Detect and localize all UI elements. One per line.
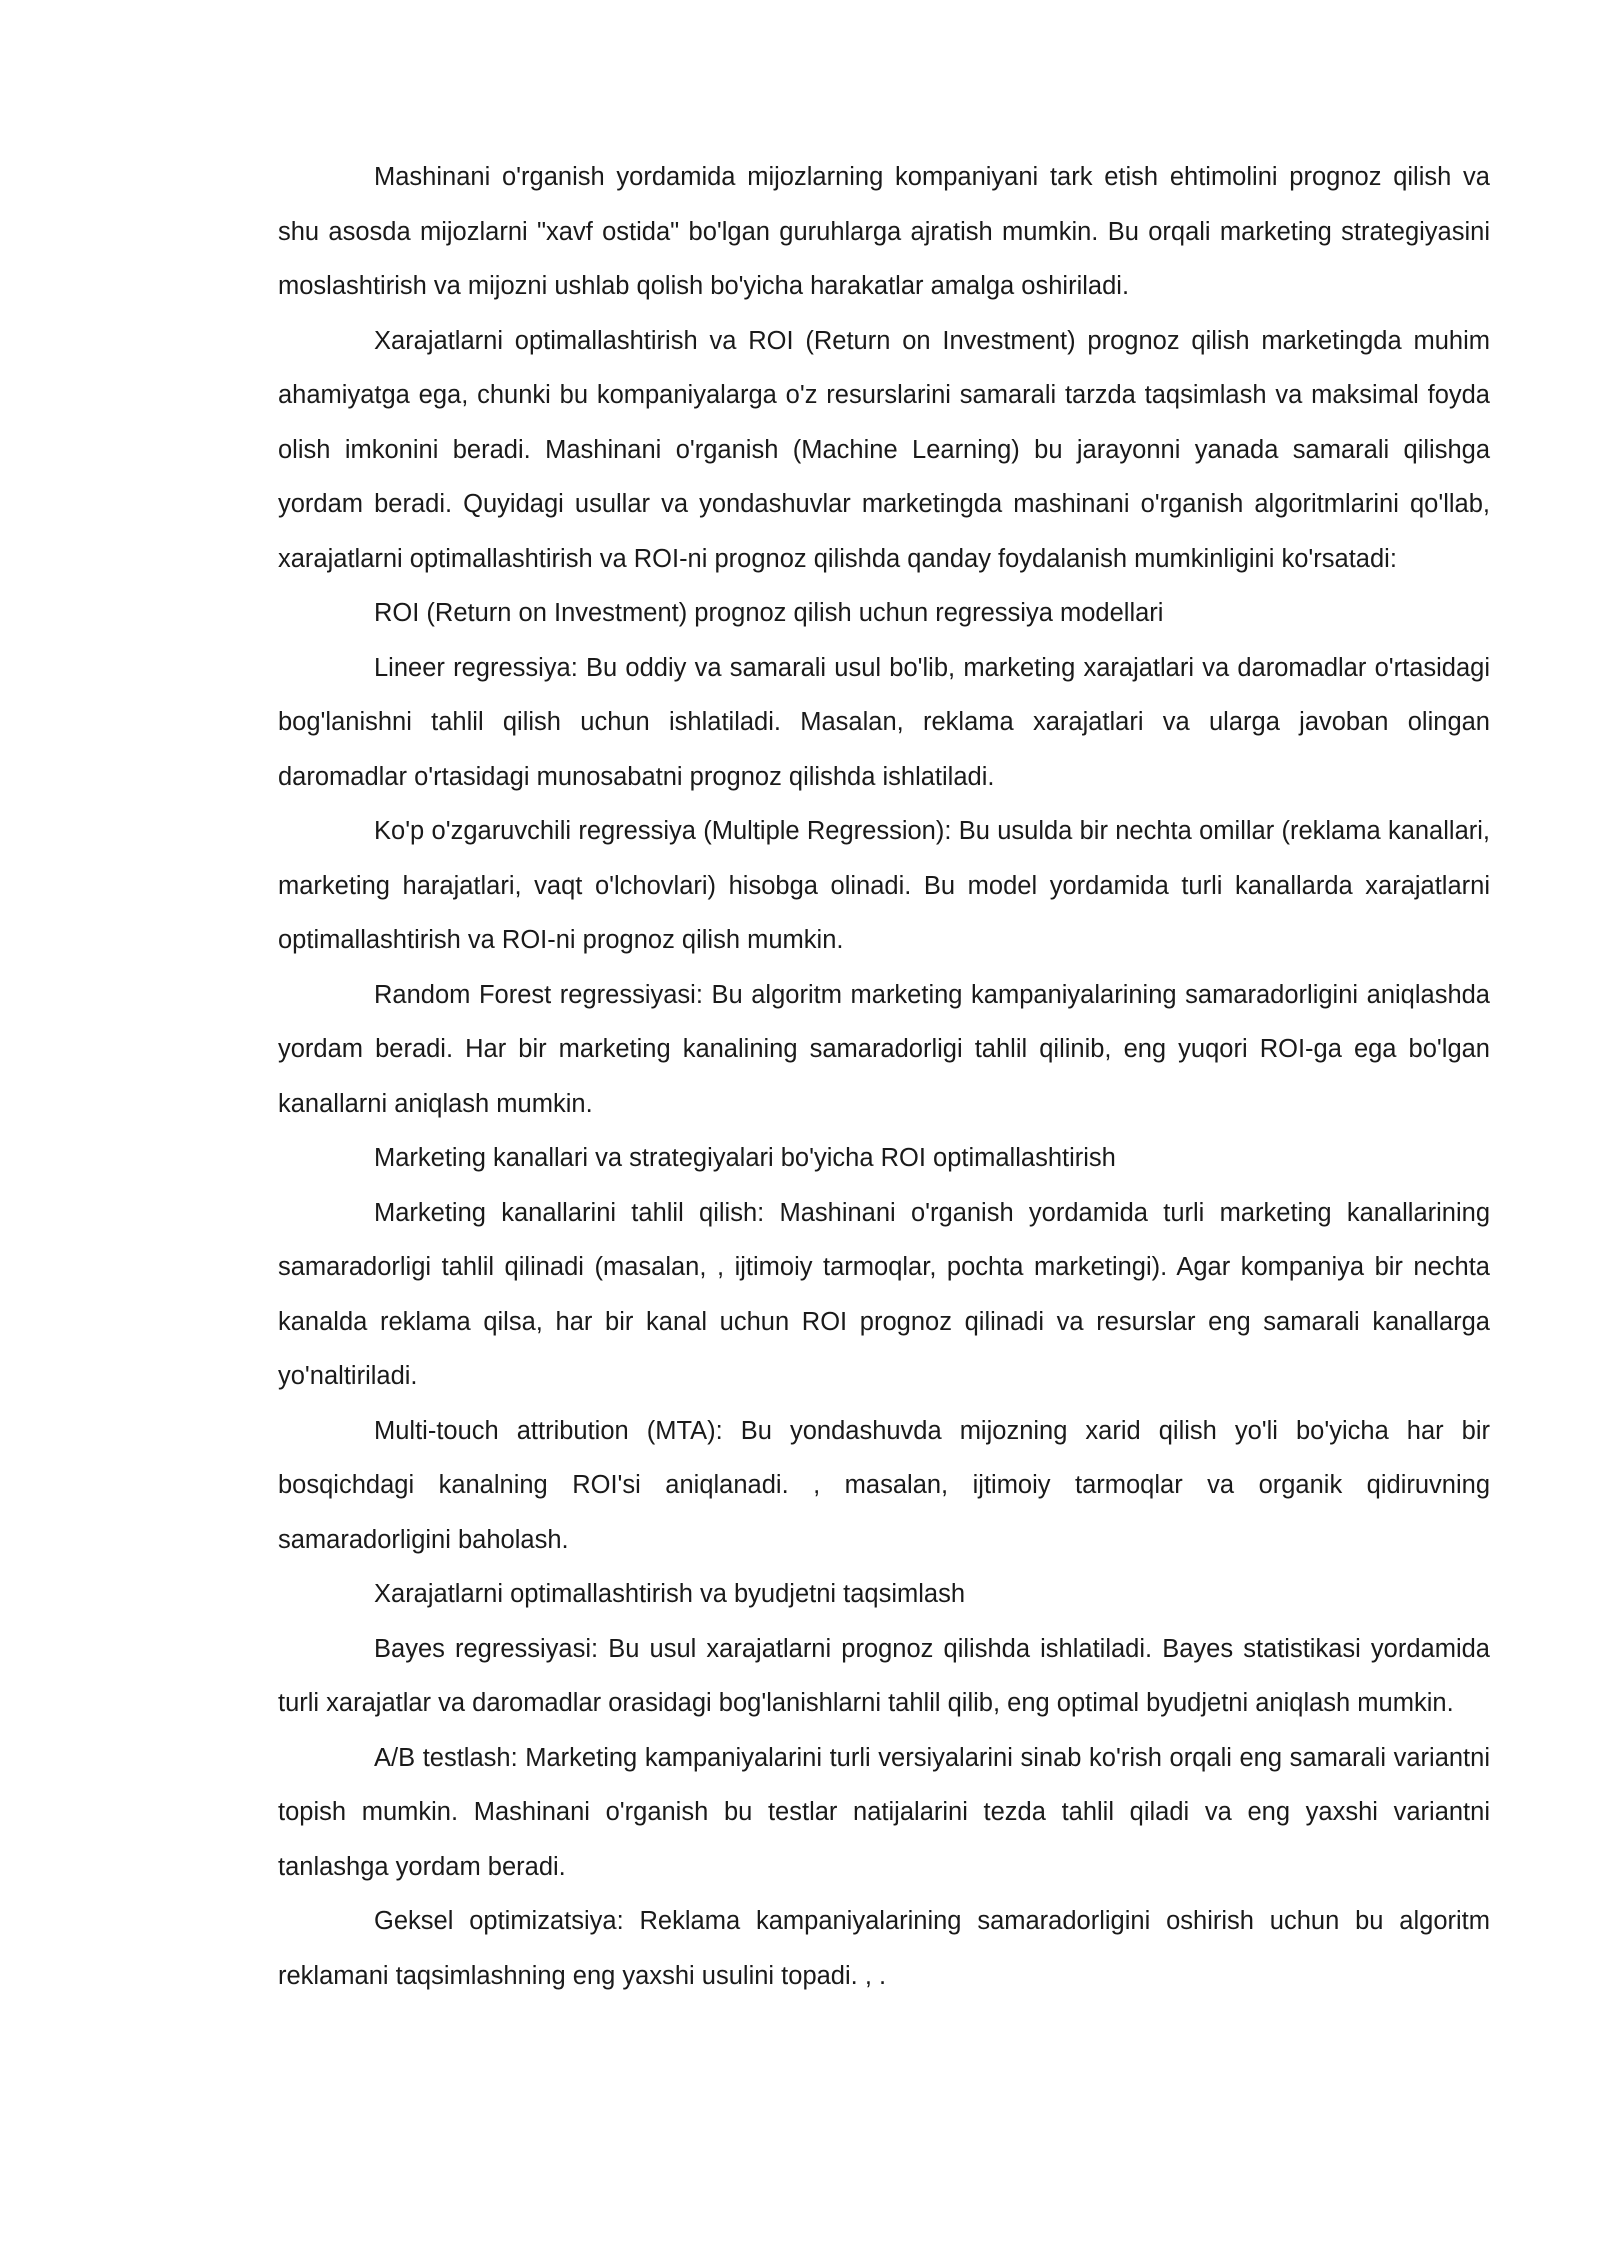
- paragraph-geksel-optimization: Geksel optimizatsiya: Reklama kampaniyalarining samaradorligini oshirish uchun bu algoritm reklamani taqsimlashning eng yaxshi usulini topadi. , .: [278, 1907, 1490, 1990]
- paragraph-bayes-regression: Bayes regressiyasi: Bu usul xarajatlarni prognoz qilishda ishlatiladi. Bayes statistikasi yordamida turli xarajatlar va daromadlar orasidagi bog'lanishlarni tahlil qilib, eng optimal byudjetni aniqlash mumkin.: [278, 1634, 1490, 1717]
- paragraph-ab-testing: A/B testlash: Marketing kampaniyalarini turli versiyalarini sinab ko'rish orqali eng samarali variantni topish mumkin. Mashinani o'rganish bu testlar natijalarini tezda tahlil qiladi va eng yaxshi variantni tanlashga yordam beradi.: [278, 1743, 1490, 1881]
- heading-channel-roi-optimization: Marketing kanallari va strategiyalari bo'yicha ROI optimallashtirish: [374, 1144, 1116, 1172]
- paragraph-channel-analysis: Marketing kanallarini tahlil qilish: Mashinani o'rganish yordamida turli marketing kanallarining samaradorligi tahlil qilinadi (masalan, , ijtimoiy tarmoqlar, pochta marketingi). Agar kompaniya bir nechta kanalda reklama qilsa, har bir kanal uchun ROI prognoz qilinadi va resurslar eng samarali kanallarga yo'naltiriladi.: [278, 1198, 1490, 1390]
- heading-budget-allocation: Xarajatlarni optimallashtirish va byudjetni taqsimlash: [374, 1580, 966, 1608]
- paragraph-linear-regression: Lineer regressiya: Bu oddiy va samarali usul bo'lib, marketing xarajatlari va daromadlar o'rtasidagi bog'lanishni tahlil qilish uchun ishlatiladi. Masalan, reklama xarajatlari va ularga javoban olingan daromadlar o'rtasidagi munosabatni prognoz qilishda ishlatiladi.: [278, 653, 1490, 791]
- paragraph-churn-prediction: Mashinani o'rganish yordamida mijozlarning kompaniyani tark etish ehtimolini prognoz qilish va shu asosda mijozlarni "xavf ostida" bo'lgan guruhlarga ajratish mumkin. Bu orqali marketing strategiyasini moslashtirish va mijozni ushlab qolish bo'yicha harakatlar amalga oshiriladi.: [278, 163, 1490, 300]
- paragraph-random-forest: Random Forest regressiyasi: Bu algoritm marketing kampaniyalarining samaradorligini aniqlashda yordam beradi. Har bir marketing kanalining samaradorligi tahlil qilinib, eng yuqori ROI-ga ega bo'lgan kanallarni aniqlash mumkin.: [278, 980, 1490, 1118]
- document-body: [278, 150, 1490, 2003]
- heading-roi-regression-models: ROI (Return on Investment) prognoz qilish uchun regressiya modellari: [374, 599, 1164, 627]
- paragraph-multi-touch-attribution: Multi-touch attribution (MTA): Bu yondashuvda mijozning xarid qilish yo'li bo'yicha har bir bosqichdagi kanalning ROI'si aniqlanadi. , masalan, ijtimoiy tarmoqlar va organik qidiruvning samaradorligini baholash.: [278, 1416, 1490, 1554]
- paragraph-multiple-regression: Ko'p o'zgaruvchili regressiya (Multiple Regression): Bu usulda bir nechta omillar (reklama kanallari, marketing harajatlari, vaqt o'lchovlari) hisobga olinadi. Bu model yordamida turli kanallarda xarajatlarni optimallashtirish va ROI-ni prognoz qilish mumkin.: [278, 817, 1490, 954]
- paragraph-cost-optimization-intro: Xarajatlarni optimallashtirish va ROI (Return on Investment) prognoz qilish marketingda muhim ahamiyatga ega, chunki bu kompaniyalarga o'z resurslarini samarali tarzda taqsimlash va maksimal foyda olish imkonini beradi. Mashinani o'rganish (Machine Learning) bu jarayonni yanada samarali qilishga yordam beradi. Quyidagi usullar va yondashuvlar marketingda mashinani o'rganish algoritmlarini qo'llab, xarajatlarni optimallashtirish va ROI-ni prognoz qilishda qanday foydalanish mumkinligini ko'rsatadi:: [278, 326, 1490, 573]
